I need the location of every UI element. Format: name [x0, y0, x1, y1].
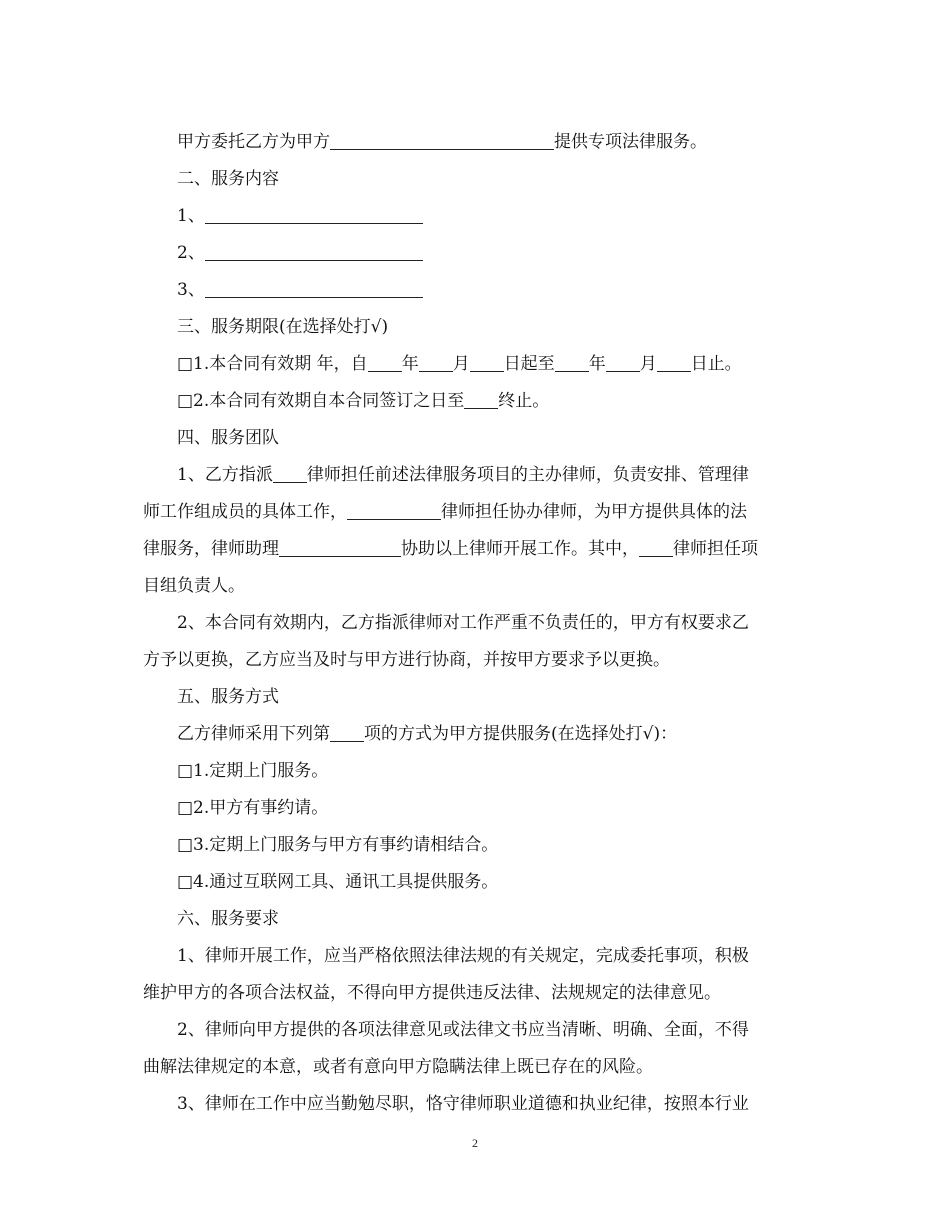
- text: 律师担任项: [673, 539, 758, 559]
- team-para-1-line-2: [143, 494, 805, 531]
- text: 2、: [177, 243, 205, 263]
- method-option-2: □2.甲方有事约请。: [177, 798, 329, 818]
- text: 师工作组成员的具体工作，: [143, 502, 347, 522]
- term-option-2: [143, 383, 805, 420]
- team-para-2-line-2: 方予以更换，乙方应当及时与甲方进行协商，并按甲方要求予以更换。: [143, 650, 670, 670]
- service-scope-line: [143, 124, 805, 161]
- team-para-2-line-1: 2、本合同有效期内，乙方指派律师对工作严重不负责任的，甲方有权要求乙: [177, 613, 749, 633]
- req-para-3-line-1: 3、律师在工作中应当勤勉尽职，恪守律师职业道德和执业纪律，按照本行业: [177, 1094, 749, 1114]
- blank-field: [639, 538, 673, 557]
- text: 律师担任协办律师，为甲方提供具体的法: [441, 502, 747, 522]
- blank-field: [273, 464, 307, 483]
- text: 提供专项法律服务。: [554, 132, 707, 152]
- section-heading-2: 二、服务内容: [177, 169, 279, 189]
- section-heading-5: 五、服务方式: [177, 687, 279, 707]
- section-heading-3: 三、服务期限(在选择处打√): [177, 317, 389, 337]
- text: □1.本合同有效期 年，自: [177, 354, 368, 374]
- text: 3、: [177, 280, 205, 300]
- blank-field: [368, 353, 402, 372]
- service-method-intro: [143, 716, 805, 753]
- text: 年: [401, 354, 419, 374]
- blank-field: [330, 723, 364, 742]
- method-option-1: □1.定期上门服务。: [177, 761, 329, 781]
- blank-field: [657, 353, 691, 372]
- team-para-1-line-1: [143, 457, 805, 494]
- req-para-2-line-1: 2、律师向甲方提供的各项法律意见或法律文书应当清晰、明确、全面，不得: [177, 1020, 749, 1040]
- blank-field: [205, 279, 423, 298]
- blank-field: [347, 501, 441, 520]
- method-option-4: □4.通过互联网工具、通讯工具提供服务。: [177, 872, 499, 892]
- text: 甲方委托乙方为甲方: [177, 132, 330, 152]
- text: 月: [452, 354, 470, 374]
- blank-field: [205, 242, 423, 261]
- text: 年: [588, 354, 606, 374]
- method-option-3: □3.定期上门服务与甲方有事约请相结合。: [177, 835, 499, 855]
- text: 1、乙方指派: [177, 465, 273, 485]
- text: 律服务，律师助理: [143, 539, 279, 559]
- text: 1、: [177, 206, 205, 226]
- blank-field: [606, 353, 640, 372]
- text: □2.本合同有效期自本合同签订之日至: [177, 391, 465, 411]
- page-number: 2: [472, 1136, 478, 1150]
- req-para-1-line-1: 1、律师开展工作，应当严格依照法律法规的有关规定，完成委托事项，积极: [177, 946, 749, 966]
- req-para-1-line-2: 维护甲方的各项合法权益，不得向甲方提供违反法律、法规规定的法律意见。: [143, 983, 721, 1003]
- blank-field: [470, 353, 504, 372]
- team-para-1-line-4: 目组负责人。: [143, 576, 245, 596]
- service-item-1: [143, 198, 805, 235]
- blank-field: [205, 205, 423, 224]
- blank-field: [555, 353, 589, 372]
- blank-field: [279, 538, 401, 557]
- text: 月: [639, 354, 657, 374]
- service-item-2: [143, 235, 805, 272]
- team-para-1-line-3: [143, 531, 805, 568]
- service-item-3: [143, 272, 805, 309]
- blank-field: [419, 353, 453, 372]
- text: 终止。: [498, 391, 550, 411]
- blank-field: [330, 131, 554, 150]
- text: 协助以上律师开展工作。其中，: [401, 539, 639, 559]
- text: 日起至: [503, 354, 555, 374]
- text: 日止。: [690, 354, 742, 374]
- req-para-2-line-2: 曲解法律规定的本意，或者有意向甲方隐瞒法律上既已存在的风险。: [143, 1057, 653, 1077]
- text: 乙方律师采用下列第: [177, 724, 330, 744]
- term-option-1: [143, 346, 805, 383]
- blank-field: [464, 390, 498, 409]
- text: 项的方式为甲方提供服务(在选择处打√)：: [364, 724, 678, 744]
- section-heading-6: 六、服务要求: [177, 909, 279, 929]
- section-heading-4: 四、服务团队: [177, 428, 279, 448]
- document-body: [143, 124, 805, 1123]
- text: 律师担任前述法律服务项目的主办律师，负责安排、管理律: [306, 465, 749, 485]
